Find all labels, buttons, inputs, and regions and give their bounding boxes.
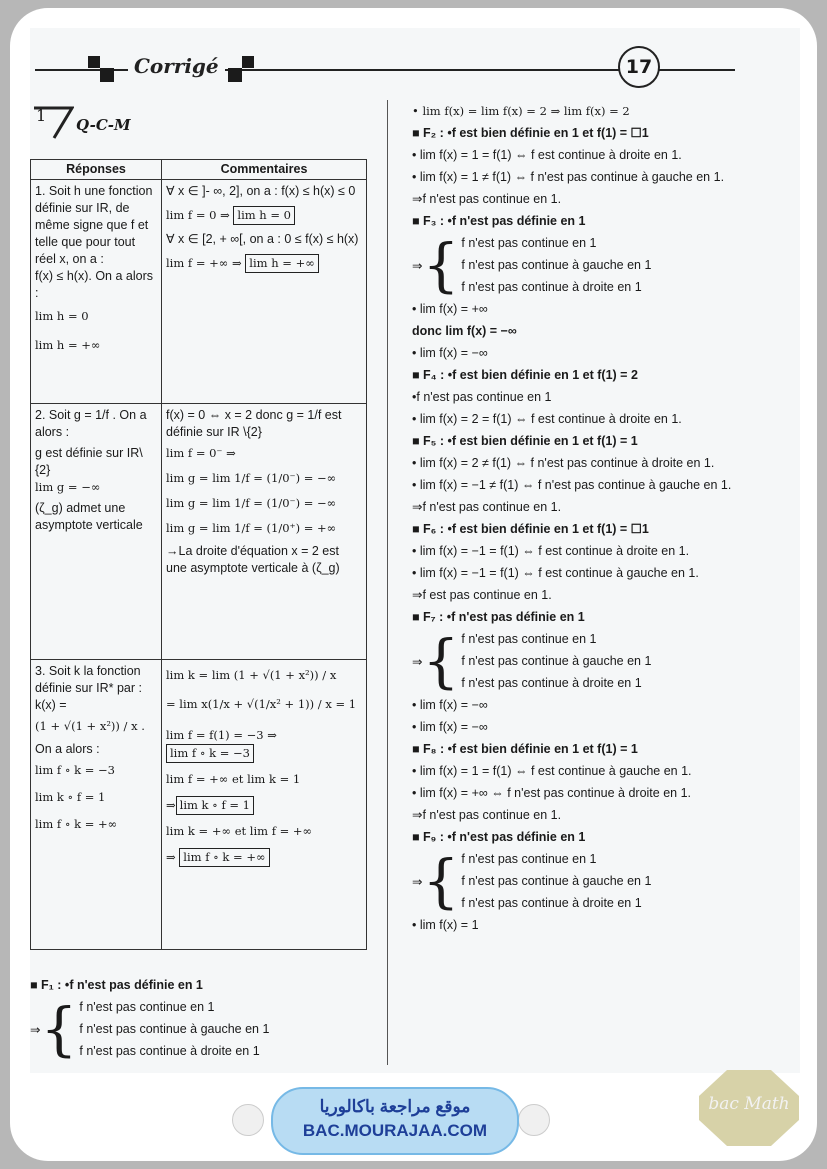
response-text: 3. Soit k la fonction définie sur IR* par : k(x) =	[35, 664, 142, 712]
list-item: f n'est pas continue en 1	[461, 632, 597, 646]
section-title: Q-C-M	[76, 116, 131, 134]
f7-heading: ■ F₇ : •f n'est pas définie en 1	[412, 610, 585, 624]
f1-heading: ■ F₁ : •f n'est pas définie en 1	[30, 978, 203, 992]
math-line: lim f = 0⁻ ⇒	[166, 446, 236, 460]
response-text: 1. Soit h une fonction définie sur IR, de même signe que f et telle que pour tout réel x, on a :	[35, 184, 153, 266]
list-item: f n'est pas continue en 1	[79, 1000, 215, 1014]
comment-text: →La droite d'équation x = 2 est une asymptote verticale à (ζ_g)	[166, 544, 340, 575]
brace-group	[412, 848, 797, 914]
text-line: • lim f(x) = −∞	[412, 698, 488, 712]
math-line: ⇒	[166, 850, 176, 864]
math-line: (1 + √(1 + x²)) / x .	[35, 719, 145, 733]
boxed-result: lim k ∘ f = 1	[176, 796, 254, 815]
text-line: • lim f(x) = +∞ ⇔ f n'est pas continue à droite en 1.	[412, 786, 691, 800]
page-number: 17	[618, 46, 660, 88]
table-row	[31, 404, 367, 660]
comment-cell	[162, 404, 367, 660]
book-logo-icon	[232, 1104, 264, 1136]
f3-heading: ■ F₃ : •f n'est pas définie en 1	[412, 214, 586, 228]
implies-icon: ⇒	[30, 1022, 41, 1037]
boxed-result: lim f ∘ k = −3	[166, 744, 254, 763]
text-line: • lim f(x) = 2 ≠ f(1) ⇔ f n'est pas continue à droite en 1.	[412, 456, 715, 470]
math-line: lim f = 0 ⇒	[166, 208, 230, 222]
boxed-result: lim f ∘ k = +∞	[179, 848, 269, 867]
f2-heading: ■ F₂ : •f est bien définie en 1 et f(1) = ☐1	[412, 126, 649, 140]
text-line: •f n'est pas continue en 1	[412, 390, 552, 404]
f8-heading: ■ F₈ : •f est bien définie en 1 et f(1) = 1	[412, 742, 638, 756]
comment-cell	[162, 660, 367, 950]
math-line: • lim f(x) = lim f(x) = 2 ⇒ lim f(x) = 2	[412, 104, 630, 118]
math-line: lim h = 0	[35, 309, 89, 323]
list-item: f n'est pas continue à gauche en 1	[79, 1022, 270, 1036]
table-header: Commentaires	[162, 160, 367, 180]
math-line: lim g = lim 1/f = (1/0⁻) = −∞	[166, 496, 337, 510]
comment-text: ∀ x ∈ ]- ∞, 2], on a : f(x) ≤ h(x) ≤ 0	[166, 184, 356, 198]
response-cell	[31, 404, 162, 660]
math-line: lim f = +∞ et lim k = 1	[166, 772, 301, 786]
text-line: • lim f(x) = −∞	[412, 720, 488, 734]
comment-cell	[162, 180, 367, 404]
header-square	[242, 56, 254, 68]
right-column	[412, 100, 797, 936]
f9-heading: ■ F₉ : •f n'est pas définie en 1	[412, 830, 586, 844]
brace-icon: {	[422, 627, 460, 695]
math-line: = lim x(1/x + √(1/x² + 1)) / x = 1	[166, 697, 357, 711]
text-line: ⇒f n'est pas continue en 1.	[412, 808, 562, 822]
list-item: f n'est pas continue en 1	[461, 236, 597, 250]
book-logo-icon	[518, 1104, 550, 1136]
column-divider	[387, 100, 388, 1065]
boxed-result: lim h = 0	[233, 206, 295, 225]
response-text: (ζ_g) admet une asymptote verticale	[35, 501, 143, 532]
math-line: lim f ∘ k = +∞	[35, 817, 118, 831]
response-text: On a alors :	[35, 742, 100, 756]
text-line: • lim f(x) = −1 = f(1) ⇔ f est continue à droite en 1.	[412, 544, 690, 558]
text-line: • lim f(x) = 1	[412, 918, 479, 932]
list-item: f n'est pas continue en 1	[461, 852, 597, 866]
brace-group	[412, 232, 797, 298]
list-item: f n'est pas continue à droite en 1	[461, 676, 642, 690]
logo-text: bac Math	[708, 1094, 790, 1114]
site-badge[interactable]	[271, 1087, 519, 1155]
answers-table	[30, 159, 367, 950]
math-line: lim f = f(1) = −3 ⇒	[166, 728, 277, 742]
text-line: • lim f(x) = 1 ≠ f(1) ⇔ f n'est pas continue à gauche en 1.	[412, 170, 725, 184]
implies-icon: ⇒	[412, 874, 423, 889]
brace-icon: {	[40, 995, 78, 1063]
f4-heading: ■ F₄ : •f est bien définie en 1 et f(1) = 2	[412, 368, 638, 382]
list-item: f n'est pas continue à gauche en 1	[461, 258, 652, 272]
section-number: 1	[36, 106, 47, 125]
table-header-row	[31, 160, 367, 180]
math-line: lim g = lim 1/f = (1/0⁻) = −∞	[166, 471, 337, 485]
boxed-result: lim h = +∞	[245, 254, 319, 273]
list-item: f n'est pas continue à gauche en 1	[461, 654, 652, 668]
list-item: f n'est pas continue à droite en 1	[461, 896, 642, 910]
response-text: g est définie sur IR\{2}	[35, 446, 143, 477]
table-row	[31, 180, 367, 404]
response-cell	[31, 180, 162, 404]
implies-icon: ⇒	[412, 654, 423, 669]
text-line: • lim f(x) = 1 = f(1) ⇔ f est continue à droite en 1.	[412, 148, 682, 162]
header-square	[88, 56, 100, 68]
text-line: • lim f(x) = 1 = f(1) ⇔ f est continue à gauche en 1.	[412, 764, 692, 778]
math-line: lim h = +∞	[35, 338, 101, 352]
text-line: donc lim f(x) = −∞	[412, 324, 517, 338]
text-line: • lim f(x) = 2 = f(1) ⇔ f est continue à droite en 1.	[412, 412, 682, 426]
list-item: f n'est pas continue à droite en 1	[461, 280, 642, 294]
math-line: lim f ∘ k = −3	[35, 763, 115, 777]
brace-icon: {	[422, 231, 460, 299]
site-url[interactable]: BAC.MOURAJAA.COM	[302, 1121, 488, 1140]
implies-icon: ⇒	[412, 258, 423, 273]
text-line: • lim f(x) = −1 ≠ f(1) ⇔ f n'est pas continue à gauche en 1.	[412, 478, 732, 492]
response-text: f(x) ≤ h(x). On a alors :	[35, 269, 153, 300]
math-line: lim k = lim (1 + √(1 + x²)) / x	[166, 668, 337, 682]
text-line: ⇒f n'est pas continue en 1.	[412, 192, 562, 206]
brace-icon: {	[422, 847, 460, 915]
table-header: Réponses	[31, 160, 162, 180]
header-square	[228, 68, 242, 82]
brace-group	[30, 996, 375, 1062]
list-item: f n'est pas continue à droite en 1	[79, 1044, 260, 1058]
page-title: Corrigé	[128, 54, 225, 78]
math-line: ⇒	[166, 798, 176, 812]
response-text: 2. Soit g = 1/f . On a alors :	[35, 408, 147, 439]
math-line: lim k = +∞ et lim f = +∞	[166, 824, 313, 838]
text-line: • lim f(x) = +∞	[412, 302, 488, 316]
text-line: ⇒f n'est pas continue en 1.	[412, 500, 562, 514]
text-line: ⇒f est pas continue en 1.	[412, 588, 552, 602]
text-line: • lim f(x) = −1 = f(1) ⇔ f est continue à gauche en 1.	[412, 566, 699, 580]
math-line: lim f = +∞ ⇒	[166, 256, 242, 270]
list-item: f n'est pas continue à gauche en 1	[461, 874, 652, 888]
table-row	[31, 660, 367, 950]
response-cell	[31, 660, 162, 950]
site-name-arabic: موقع مراجعة باكالوريا	[319, 1097, 471, 1116]
f1-section	[30, 974, 375, 1062]
brace-group	[412, 628, 797, 694]
math-line: lim k ∘ f = 1	[35, 790, 106, 804]
text-line: • lim f(x) = −∞	[412, 346, 488, 360]
document-page	[30, 28, 800, 1073]
math-line: lim g = −∞	[35, 480, 101, 494]
f6-heading: ■ F₆ : •f est bien définie en 1 et f(1) = ☐1	[412, 522, 649, 536]
header-square	[100, 68, 114, 82]
comment-text: f(x) = 0 ⇔ x = 2 donc g = 1/f est définie sur IR \{2}	[166, 408, 342, 439]
f5-heading: ■ F₅ : •f est bien définie en 1 et f(1) = 1	[412, 434, 638, 448]
comment-text: ∀ x ∈ [2, + ∞[, on a : 0 ≤ f(x) ≤ h(x)	[166, 232, 359, 246]
math-line: lim g = lim 1/f = (1/0⁺) = +∞	[166, 521, 337, 535]
